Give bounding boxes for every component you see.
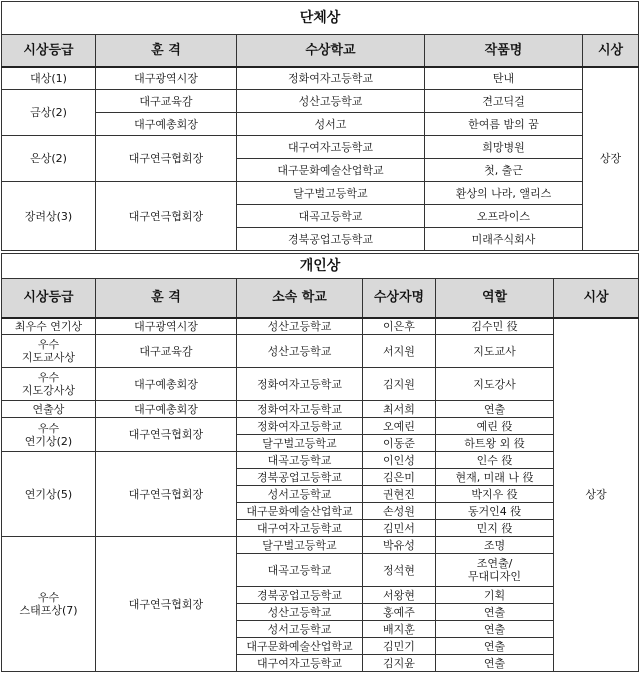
honor-cell: 대구교육감 <box>96 90 237 113</box>
honor-cell: 대구연극협회장 <box>96 452 237 537</box>
recipient-cell: 서지원 <box>363 335 436 368</box>
grade-cell <box>2 335 96 368</box>
role-cell: 하트왕 외 役 <box>436 435 554 452</box>
recipient-cell: 김민서 <box>363 520 436 537</box>
school-cell: 대곡고등학교 <box>237 205 425 228</box>
school-cell: 정화여자고등학교 <box>237 418 363 435</box>
recipient-cell: 배지훈 <box>363 621 436 638</box>
honor-cell: 대구광역시장 <box>96 67 237 90</box>
school-cell: 정화여자고등학교 <box>237 401 363 418</box>
role-cell: 연출 <box>436 638 554 655</box>
school-cell: 성산고등학교 <box>237 318 363 335</box>
grade-cell: 연기상(5) <box>2 452 96 537</box>
grade-cell: 최우수 연기상 <box>2 318 96 335</box>
recipient-cell: 김지원 <box>363 368 436 401</box>
work-cell: 환상의 나라, 앨리스 <box>425 182 583 205</box>
header-honor: 훈 격 <box>96 279 237 318</box>
school-cell: 성산고등학교 <box>237 90 425 113</box>
table-row <box>2 90 639 113</box>
table-row <box>2 401 639 418</box>
honor-cell: 대구광역시장 <box>96 318 237 335</box>
grade-cell: 금상(2) <box>2 90 96 136</box>
award-cell: 상장 <box>554 318 639 672</box>
table-row <box>2 418 639 435</box>
header-award: 시상 <box>554 279 639 318</box>
group-award-table <box>1 1 639 251</box>
grade-text: 우수 연기상(2) <box>24 421 73 448</box>
school-cell: 대구여자고등학교 <box>237 136 425 159</box>
recipient-cell: 박유성 <box>363 537 436 554</box>
group-award-title: 단체상 <box>2 2 639 35</box>
role-cell: 현재, 미래 나 役 <box>436 469 554 486</box>
grade-text: 우수 지도강사상 <box>21 371 76 397</box>
recipient-cell: 손성원 <box>363 503 436 520</box>
grade-cell <box>2 368 96 401</box>
role-cell: 박지우 役 <box>436 486 554 503</box>
role-cell: 조명 <box>436 537 554 554</box>
role-cell: 인수 役 <box>436 452 554 469</box>
recipient-cell: 서왕현 <box>363 587 436 604</box>
work-cell: 한여름 밤의 꿈 <box>425 113 583 136</box>
role-cell: 연출 <box>436 621 554 638</box>
recipient-cell: 이인성 <box>363 452 436 469</box>
role-cell: 연출 <box>436 655 554 672</box>
school-cell: 대구문화예술산업학교 <box>237 638 363 655</box>
recipient-cell: 이동준 <box>363 435 436 452</box>
school-cell: 대구문화예술산업학교 <box>237 159 425 182</box>
header-role: 역할 <box>436 279 554 318</box>
school-cell: 대구여자고등학교 <box>237 520 363 537</box>
role-text: 조연출/ 무대디자인 <box>467 557 522 583</box>
recipient-cell: 정석현 <box>363 554 436 587</box>
recipient-cell: 김민기 <box>363 638 436 655</box>
honor-cell: 대구연극협회장 <box>96 537 237 672</box>
role-cell <box>436 554 554 587</box>
honor-cell: 대구연극협회장 <box>96 182 237 251</box>
header-grade: 시상등급 <box>2 35 96 67</box>
individual-award-title: 개인상 <box>2 254 639 279</box>
table-row <box>2 368 639 401</box>
recipient-cell: 홍예주 <box>363 604 436 621</box>
honor-cell: 대구교육감 <box>96 335 237 368</box>
school-cell: 성산고등학교 <box>237 335 363 368</box>
school-cell: 달구벌고등학교 <box>237 537 363 554</box>
table-row <box>2 537 639 554</box>
table-row <box>2 318 639 335</box>
table-row <box>2 67 639 90</box>
work-cell: 탄내 <box>425 67 583 90</box>
grade-text: 우수 지도교사상 <box>21 338 76 364</box>
table-row <box>2 113 639 136</box>
recipient-cell: 김은미 <box>363 469 436 486</box>
recipient-cell: 김지윤 <box>363 655 436 672</box>
role-cell: 기획 <box>436 587 554 604</box>
role-cell: 김수민 役 <box>436 318 554 335</box>
school-cell: 성서고등학교 <box>237 621 363 638</box>
grade-cell: 대상(1) <box>2 67 96 90</box>
role-cell: 예린 役 <box>436 418 554 435</box>
work-cell: 견고딕걸 <box>425 90 583 113</box>
table-row <box>2 335 639 368</box>
grade-cell: 장려상(3) <box>2 182 96 251</box>
grade-cell <box>2 537 96 672</box>
school-cell: 경북공업고등학교 <box>237 228 425 251</box>
role-cell: 연출 <box>436 401 554 418</box>
grade-cell: 은상(2) <box>2 136 96 182</box>
honor-cell: 대구예총회장 <box>96 368 237 401</box>
work-cell: 미래주식회사 <box>425 228 583 251</box>
honor-cell: 대구예총회장 <box>96 113 237 136</box>
role-cell: 연출 <box>436 604 554 621</box>
school-cell: 정화여자고등학교 <box>237 67 425 90</box>
award-cell: 상장 <box>583 67 639 251</box>
school-cell: 달구벌고등학교 <box>237 435 363 452</box>
header-award: 시상 <box>583 35 639 67</box>
header-grade: 시상등급 <box>2 279 96 318</box>
recipient-cell: 오예린 <box>363 418 436 435</box>
school-cell: 대곡고등학교 <box>237 452 363 469</box>
recipient-cell: 권현진 <box>363 486 436 503</box>
grade-cell <box>2 418 96 452</box>
grade-text: 우수 스태프상(7) <box>19 591 78 617</box>
table-row <box>2 452 639 469</box>
school-cell: 대곡고등학교 <box>237 554 363 587</box>
honor-cell: 대구연극협회장 <box>96 418 237 452</box>
recipient-cell: 이은후 <box>363 318 436 335</box>
school-cell: 대구여자고등학교 <box>237 655 363 672</box>
header-recipient: 수상자명 <box>363 279 436 318</box>
honor-cell: 대구연극협회장 <box>96 136 237 182</box>
honor-cell: 대구예총회장 <box>96 401 237 418</box>
recipient-cell: 최서희 <box>363 401 436 418</box>
work-cell: 오프라이스 <box>425 205 583 228</box>
school-cell: 성서고등학교 <box>237 486 363 503</box>
role-cell: 민지 役 <box>436 520 554 537</box>
school-cell: 경북공업고등학교 <box>237 469 363 486</box>
header-honor: 훈 격 <box>96 35 237 67</box>
header-school: 수상학교 <box>237 35 425 67</box>
role-cell: 동거인4 役 <box>436 503 554 520</box>
header-work: 작품명 <box>425 35 583 67</box>
school-cell: 달구벌고등학교 <box>237 182 425 205</box>
school-cell: 성산고등학교 <box>237 604 363 621</box>
table-row <box>2 182 639 205</box>
grade-cell: 연출상 <box>2 401 96 418</box>
role-cell: 지도강사 <box>436 368 554 401</box>
header-school: 소속 학교 <box>237 279 363 318</box>
work-cell: 희망병원 <box>425 136 583 159</box>
school-cell: 대구문화예술산업학교 <box>237 503 363 520</box>
role-cell: 지도교사 <box>436 335 554 368</box>
school-cell: 성서고 <box>237 113 425 136</box>
school-cell: 정화여자고등학교 <box>237 368 363 401</box>
table-row <box>2 136 639 159</box>
work-cell: 첫, 출근 <box>425 159 583 182</box>
individual-award-table <box>1 253 639 672</box>
school-cell: 경북공업고등학교 <box>237 587 363 604</box>
